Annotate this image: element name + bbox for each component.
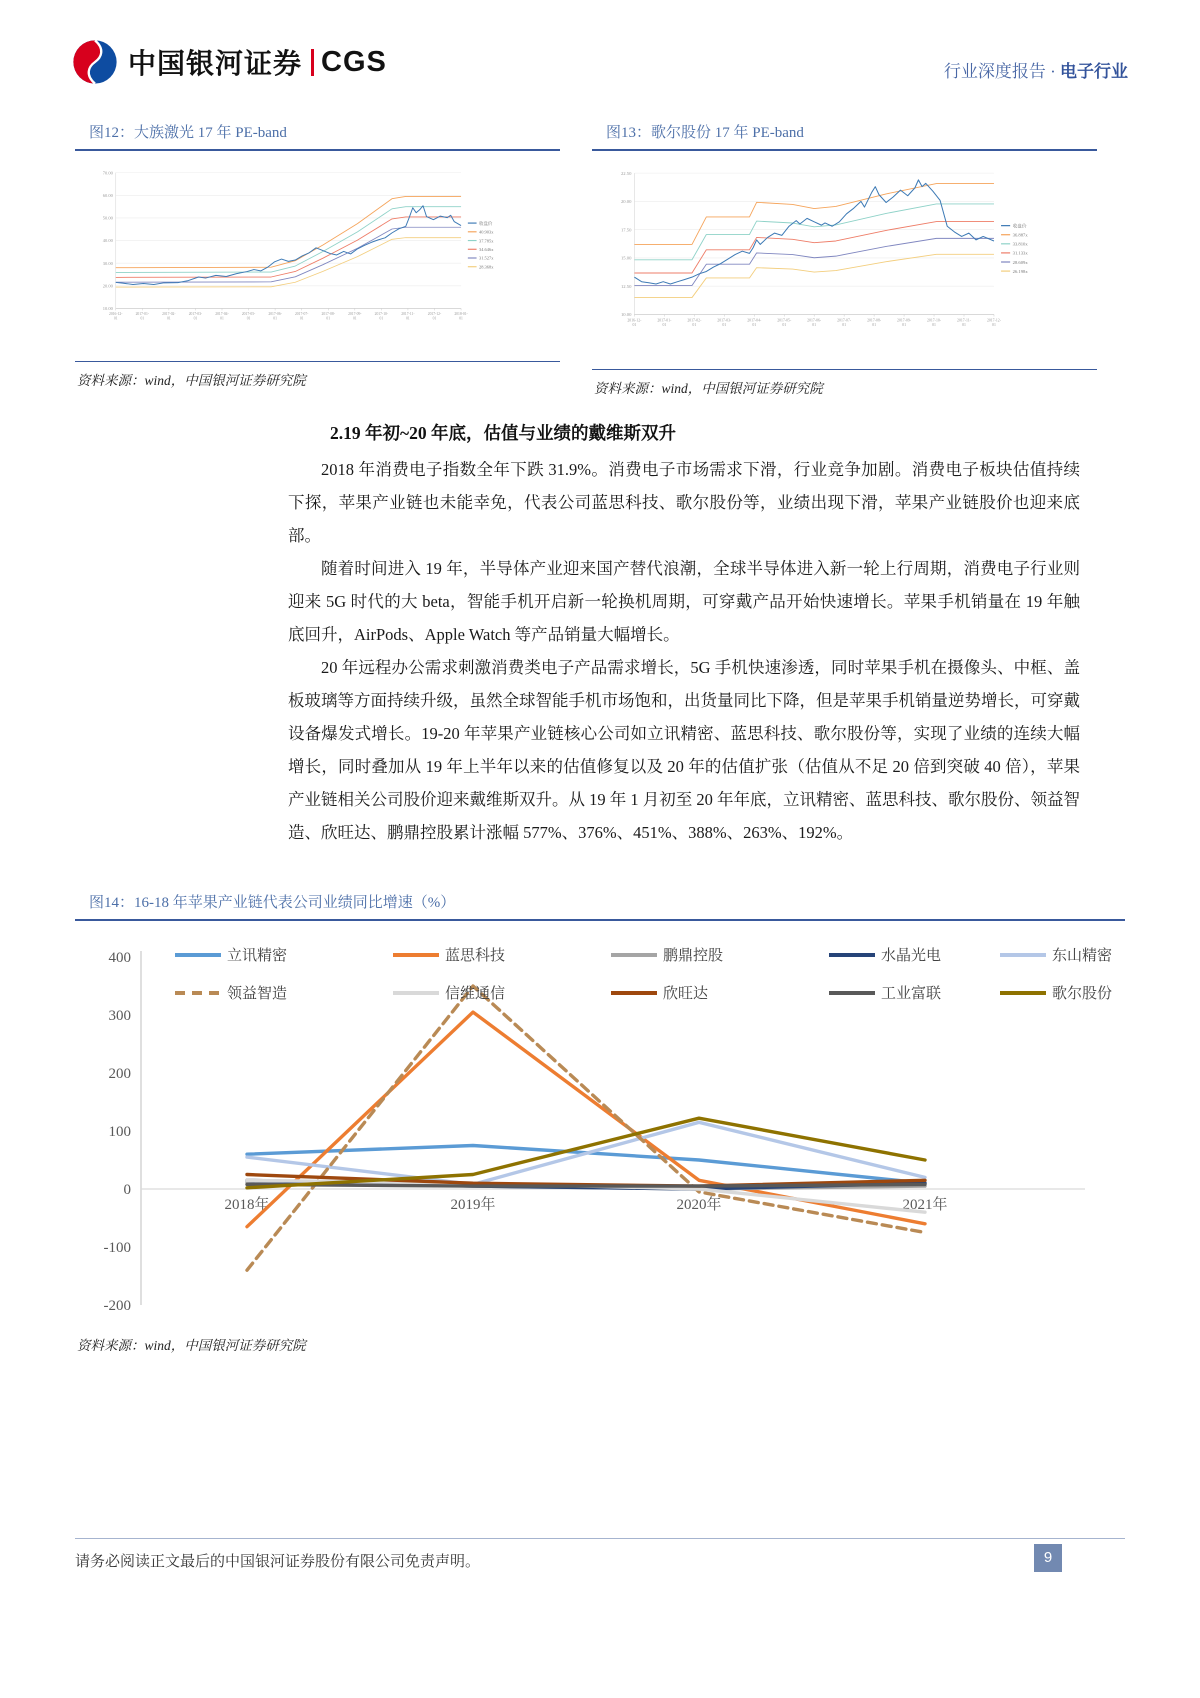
section-paragraph-3: 20 年远程办公需求刺激消费类电子产品需求增长，5G 手机快速渗透，同时苹果手机在摄像头、中框、盖板玻璃等方面持续升级，虽然全球智能手机市场饱和，出货量同比下降，但是苹果手机销量逆势增长，可穿戴设备爆发式增长。19-20 年苹果产业链核心公司如立讯精密、蓝思科技、歌尔股份等，实现了业绩的连续大幅增长，同时叠加从 19 年上半年以来的估值修复以及 20 年的估值扩张（估值从不足 20 倍到突破 40 倍），苹果产业链相关公司股价迎来戴维斯双升。从 19 年 1 月初至 20 年年底，立讯精密、蓝思科技、歌尔股份、领益智造、欣旺达、鹏鼎控股累计涨幅 577%、376%、451%、388%、263%、192%。 bbox=[288, 658, 1080, 842]
pe-chart-legend bbox=[468, 220, 494, 270]
svg-text:2017-12-01: 2017-12-01 bbox=[427, 312, 442, 321]
svg-text:31.527x: 31.527x bbox=[479, 255, 494, 261]
svg-text:40.903x: 40.903x bbox=[479, 229, 494, 235]
pe-chart-legend bbox=[1001, 222, 1028, 274]
svg-text:2017-12-01: 2017-12-01 bbox=[986, 318, 1002, 328]
page-footer bbox=[75, 1538, 1125, 1571]
svg-text:36.887x: 36.887x bbox=[1012, 233, 1028, 239]
svg-text:15.00: 15.00 bbox=[620, 256, 632, 262]
svg-text:12.50: 12.50 bbox=[620, 284, 632, 290]
figure-14 bbox=[75, 888, 1125, 1354]
svg-text:2017-02-01: 2017-02-01 bbox=[687, 318, 702, 328]
svg-text:26.198x: 26.198x bbox=[1012, 269, 1028, 275]
svg-text:0: 0 bbox=[123, 1182, 131, 1198]
figure13-source: 资料来源：wind，中国银河证券研究院 bbox=[594, 381, 823, 397]
brand bbox=[72, 39, 387, 85]
figure-row bbox=[75, 118, 1097, 397]
industry-label: 电子行业 bbox=[1060, 61, 1128, 81]
svg-text:欣旺达: 欣旺达 bbox=[663, 986, 709, 1003]
svg-text:2017-01-01: 2017-01-01 bbox=[135, 312, 150, 321]
svg-text:300: 300 bbox=[108, 1008, 131, 1024]
svg-text:-100: -100 bbox=[103, 1240, 131, 1256]
svg-text:20.00: 20.00 bbox=[620, 200, 632, 206]
series-line-蓝思科技 bbox=[247, 1012, 925, 1227]
svg-text:2017-03-01: 2017-03-01 bbox=[717, 318, 732, 328]
svg-text:2017-06-01: 2017-06-01 bbox=[807, 318, 822, 328]
svg-text:17.50: 17.50 bbox=[620, 228, 632, 234]
figure13-pe-band-chart bbox=[592, 151, 1097, 365]
pe-band-lines bbox=[116, 196, 461, 287]
svg-text:40.00: 40.00 bbox=[102, 238, 113, 244]
svg-text:收盘价: 收盘价 bbox=[479, 220, 493, 226]
svg-text:2017-08-01: 2017-08-01 bbox=[321, 312, 335, 321]
svg-text:立讯精密: 立讯精密 bbox=[227, 948, 288, 965]
section-heading: 2.19 年初~20 年底，估值与业绩的戴维斯双升 bbox=[330, 423, 676, 443]
growth-chart-legend bbox=[175, 946, 1112, 1002]
svg-text:领益智造: 领益智造 bbox=[227, 986, 288, 1003]
svg-text:2017-03-01: 2017-03-01 bbox=[188, 312, 203, 321]
svg-text:2017-06-01: 2017-06-01 bbox=[268, 312, 282, 321]
section-2 bbox=[288, 420, 1080, 849]
svg-text:10.00: 10.00 bbox=[102, 306, 113, 312]
brand-divider bbox=[311, 49, 314, 76]
svg-text:22.50: 22.50 bbox=[620, 171, 632, 177]
svg-text:2018年: 2018年 bbox=[224, 1197, 270, 1213]
close-price-line bbox=[634, 180, 994, 284]
figure-13 bbox=[592, 118, 1097, 397]
svg-text:2017-11-01: 2017-11-01 bbox=[957, 318, 971, 328]
svg-text:34.646x: 34.646x bbox=[479, 247, 494, 253]
svg-text:33.810x: 33.810x bbox=[1012, 242, 1028, 248]
report-type-header bbox=[944, 43, 1128, 82]
section-paragraph-1: 2018 年消费电子指数全年下跌 31.9%。消费电子市场需求下滑，行业竞争加剧。消费电子板块估值持续下探，苹果产业链也未能幸免，代表公司蓝思科技、歌尔股份等，业绩出现下滑，苹果产业链股价也迎来底部。 bbox=[288, 460, 1080, 545]
header-separator: · bbox=[1045, 61, 1060, 81]
svg-text:蓝思科技: 蓝思科技 bbox=[445, 948, 506, 965]
svg-text:20.00: 20.00 bbox=[102, 283, 113, 289]
svg-text:2017-10-01: 2017-10-01 bbox=[927, 318, 942, 328]
svg-text:70.00: 70.00 bbox=[102, 170, 113, 176]
growth-series-lines bbox=[247, 986, 925, 1270]
svg-text:2017-01-01: 2017-01-01 bbox=[657, 318, 672, 328]
svg-text:28.368x: 28.368x bbox=[479, 264, 494, 270]
svg-text:37.785x: 37.785x bbox=[479, 238, 494, 244]
svg-text:2020年: 2020年 bbox=[676, 1197, 722, 1213]
svg-text:2017-09-01: 2017-09-01 bbox=[348, 312, 362, 321]
figure12-source: 资料来源：wind，中国银河证券研究院 bbox=[77, 372, 306, 388]
svg-text:水晶光电: 水晶光电 bbox=[881, 948, 942, 965]
svg-text:60.00: 60.00 bbox=[102, 192, 113, 198]
series-line-工业富联 bbox=[247, 1184, 925, 1186]
svg-text:-200: -200 bbox=[103, 1298, 131, 1314]
figure14-growth-chart bbox=[75, 921, 1125, 1327]
svg-text:2016-12-01: 2016-12-01 bbox=[627, 318, 642, 328]
section-paragraph-2: 随着时间进入 19 年，半导体产业迎来国产替代浪潮，全球半导体进入新一轮上行周期，消费电子行业则迎来 5G 时代的大 beta，智能手机开启新一轮换机周期，可穿戴产品开始快速增长。苹果手机销量在 19 年触底回升，AirPods、Apple Watch 等产品销量大幅增长。 bbox=[288, 559, 1080, 644]
figure13-title: 图13：歌尔股份 17 年 PE-band bbox=[606, 125, 804, 141]
figure12-title: 图12：大族激光 17 年 PE-band bbox=[89, 125, 287, 141]
svg-text:信维通信: 信维通信 bbox=[445, 986, 506, 1003]
figure12-pe-band-chart bbox=[75, 151, 560, 357]
pe12-svg bbox=[75, 161, 560, 357]
svg-text:2019年: 2019年 bbox=[450, 1197, 496, 1213]
growth14-svg bbox=[75, 927, 1125, 1327]
svg-text:2017-04-01: 2017-04-01 bbox=[215, 312, 229, 321]
page-header bbox=[72, 34, 1128, 90]
svg-text:2017-10-01: 2017-10-01 bbox=[374, 312, 389, 321]
figure14-title: 图14：16-18 年苹果产业链代表公司业绩同比增速（%） bbox=[89, 895, 456, 911]
svg-text:2017-02-01: 2017-02-01 bbox=[162, 312, 176, 321]
svg-text:2017-07-01: 2017-07-01 bbox=[837, 318, 852, 328]
svg-text:2018-01-01: 2018-01-01 bbox=[454, 312, 468, 321]
svg-text:28.609x: 28.609x bbox=[1012, 260, 1028, 266]
svg-text:10.00: 10.00 bbox=[620, 313, 632, 319]
svg-text:工业富联: 工业富联 bbox=[881, 986, 942, 1003]
svg-text:2017-09-01: 2017-09-01 bbox=[897, 318, 912, 328]
svg-text:东山精密: 东山精密 bbox=[1052, 948, 1113, 965]
svg-text:30.00: 30.00 bbox=[102, 260, 113, 266]
svg-text:歌尔股份: 歌尔股份 bbox=[1052, 986, 1113, 1003]
figure14-source: 资料来源：wind，中国银河证券研究院 bbox=[77, 1338, 306, 1353]
svg-text:31.133x: 31.133x bbox=[1012, 251, 1028, 257]
cgs-logo-icon bbox=[72, 39, 118, 85]
figure-12 bbox=[75, 118, 560, 397]
svg-text:2017-05-01: 2017-05-01 bbox=[777, 318, 792, 328]
svg-text:2016-12-01: 2016-12-01 bbox=[109, 312, 123, 321]
svg-text:鹏鼎控股: 鹏鼎控股 bbox=[663, 948, 724, 965]
disclaimer-text: 请务必阅读正文最后的中国银河证券股份有限公司免责声明。 bbox=[75, 1554, 481, 1570]
brand-name-en: CGS bbox=[321, 45, 387, 78]
svg-text:2017-07-01: 2017-07-01 bbox=[294, 312, 309, 321]
svg-text:100: 100 bbox=[108, 1124, 131, 1140]
svg-text:收盘价: 收盘价 bbox=[1012, 224, 1027, 230]
svg-text:2017-05-01: 2017-05-01 bbox=[241, 312, 256, 321]
svg-text:2017-04-01: 2017-04-01 bbox=[747, 318, 762, 328]
svg-text:2017-11-01: 2017-11-01 bbox=[401, 312, 415, 321]
svg-text:2021年: 2021年 bbox=[902, 1197, 948, 1213]
svg-text:50.00: 50.00 bbox=[102, 215, 113, 221]
pe13-svg bbox=[592, 161, 1097, 365]
page-number-badge: 9 bbox=[1034, 1544, 1062, 1572]
svg-text:200: 200 bbox=[108, 1066, 131, 1082]
brand-name-cn: 中国银河证券 bbox=[128, 48, 303, 79]
report-type-label: 行业深度报告 bbox=[943, 61, 1046, 81]
svg-text:400: 400 bbox=[108, 950, 131, 966]
svg-text:2017-08-01: 2017-08-01 bbox=[867, 318, 882, 328]
